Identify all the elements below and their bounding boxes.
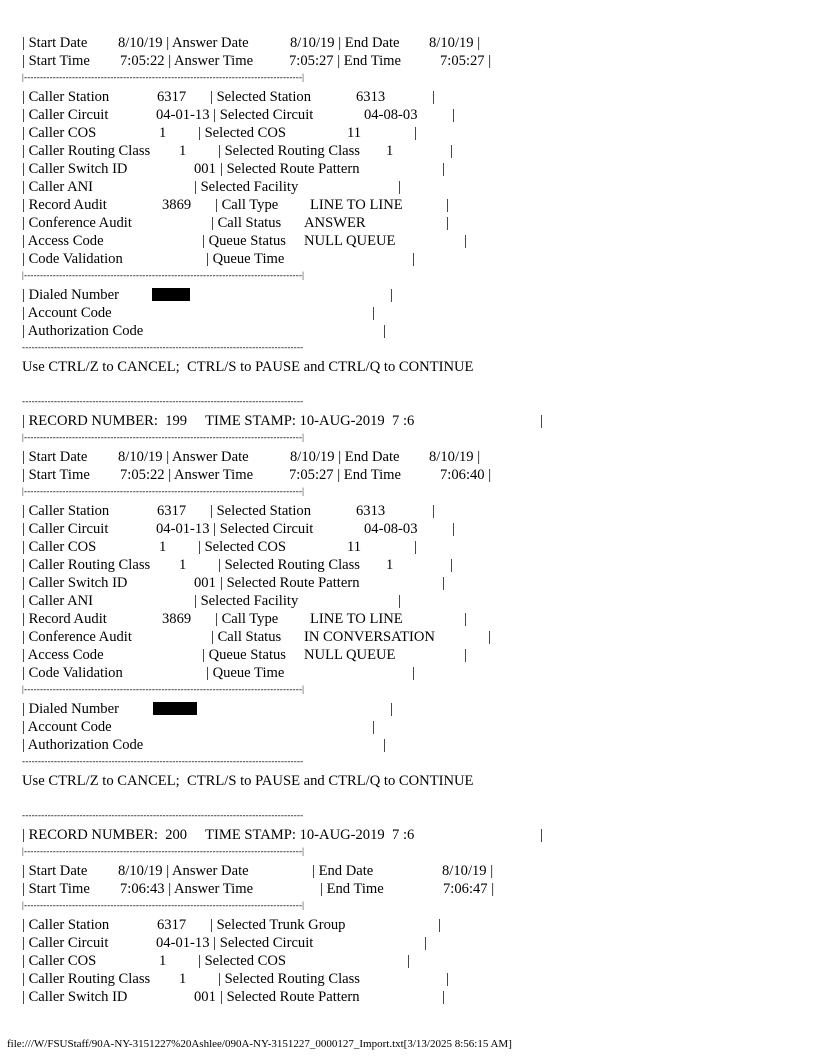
text-segment: ANSWER bbox=[304, 215, 366, 231]
text-segment: | Conference Audit bbox=[22, 629, 132, 645]
text-segment: | Caller Routing Class bbox=[22, 971, 151, 987]
text-segment: 3869 bbox=[162, 197, 192, 213]
text-segment: | bbox=[442, 989, 445, 1005]
text-segment: | bbox=[383, 323, 386, 339]
text-segment: | Queue Status bbox=[202, 647, 286, 663]
text-segment: LINE TO LINE bbox=[310, 611, 403, 627]
text-segment: | Call Type bbox=[215, 611, 279, 627]
text-segment: | Caller Routing Class bbox=[22, 143, 151, 159]
text-segment: 7:06:40 | bbox=[440, 467, 492, 483]
text-segment: | Caller ANI bbox=[22, 593, 94, 609]
text-segment: | Call Status bbox=[211, 215, 282, 231]
text-segment: | bbox=[432, 503, 435, 519]
text-segment: 04-08-03 bbox=[364, 107, 418, 123]
text-segment: | Authorization Code bbox=[22, 737, 144, 753]
text-segment: | Selected Routing Class bbox=[218, 143, 360, 159]
text-segment: | bbox=[442, 575, 445, 591]
text-line bbox=[22, 556, 802, 574]
text-line bbox=[22, 34, 802, 52]
text-segment: | bbox=[412, 665, 415, 681]
text-segment: 04-08-03 bbox=[364, 521, 418, 537]
text-line bbox=[22, 196, 802, 214]
text-segment: 7:06:43 | Answer Time bbox=[120, 881, 254, 897]
text-segment: | End Time bbox=[320, 881, 384, 897]
separator-line: |---------------------------------------------------------------------------------------| bbox=[22, 684, 305, 694]
text-segment: | bbox=[390, 287, 393, 303]
separator-line: |---------------------------------------------------------------------------------------| bbox=[22, 846, 305, 856]
text-segment: | bbox=[446, 215, 449, 231]
text-segment: | RECORD NUMBER: 200 TIME STAMP: 10-AUG-2019 7 :6 bbox=[22, 827, 415, 843]
text-segment: | bbox=[540, 827, 543, 843]
text-line bbox=[22, 124, 802, 142]
text-segment: | Selected Route Pattern bbox=[220, 989, 360, 1005]
text-line bbox=[22, 790, 802, 808]
text-segment: | Caller Station bbox=[22, 89, 110, 105]
text-line bbox=[22, 502, 802, 520]
text-segment: IN CONVERSATION bbox=[304, 629, 435, 645]
text-line bbox=[22, 700, 802, 718]
text-segment: | bbox=[372, 719, 375, 735]
text-line bbox=[22, 88, 802, 106]
text-line bbox=[22, 412, 802, 430]
text-segment: 001 bbox=[194, 575, 216, 591]
text-line bbox=[22, 934, 802, 952]
text-segment: 6317 bbox=[157, 503, 187, 519]
separator-line: ---------------------------------------------------------------------------------------- bbox=[22, 810, 304, 820]
text-line bbox=[22, 52, 802, 70]
text-segment: 001 bbox=[194, 989, 216, 1005]
separator-line: |---------------------------------------------------------------------------------------| bbox=[22, 486, 305, 496]
text-segment: | Selected COS bbox=[198, 539, 287, 555]
redaction-block bbox=[153, 702, 197, 715]
text-segment: | bbox=[488, 629, 491, 645]
text-segment: | Selected COS bbox=[198, 953, 287, 969]
text-segment: | Selected Routing Class bbox=[218, 557, 360, 573]
text-line bbox=[22, 250, 802, 268]
text-line bbox=[22, 232, 802, 250]
text-segment: | bbox=[446, 197, 449, 213]
text-segment: 8/10/19 | bbox=[429, 449, 481, 465]
text-segment: | bbox=[446, 971, 449, 987]
text-line bbox=[22, 988, 802, 1006]
text-segment: | Caller Switch ID bbox=[22, 989, 128, 1005]
text-line bbox=[22, 484, 802, 502]
text-line bbox=[22, 394, 802, 412]
text-segment: 8/10/19 | End Date bbox=[290, 449, 400, 465]
text-segment: 04-01-13 | Selected Circuit bbox=[156, 521, 314, 537]
text-segment: 1 bbox=[159, 539, 167, 555]
text-segment: 04-01-13 | Selected Circuit bbox=[156, 935, 314, 951]
text-line bbox=[22, 772, 802, 790]
text-segment: | Queue Status bbox=[202, 233, 286, 249]
text-segment: 7:05:22 | Answer Time bbox=[120, 53, 254, 69]
text-segment: 7:05:27 | End Time bbox=[289, 53, 401, 69]
text-line bbox=[22, 718, 802, 736]
text-segment: | Caller Station bbox=[22, 917, 110, 933]
text-segment: 7:05:27 | bbox=[440, 53, 492, 69]
text-segment: | bbox=[372, 305, 375, 321]
text-segment: | bbox=[450, 557, 453, 573]
text-line bbox=[22, 430, 802, 448]
separator-line: ---------------------------------------------------------------------------------------- bbox=[22, 342, 304, 352]
text-segment: | bbox=[438, 917, 441, 933]
text-segment: | bbox=[407, 953, 410, 969]
text-segment: | Access Code bbox=[22, 647, 104, 663]
text-segment: | Selected Facility bbox=[194, 593, 299, 609]
text-line bbox=[22, 466, 802, 484]
text-line bbox=[22, 952, 802, 970]
text-segment: | Caller COS bbox=[22, 953, 97, 969]
text-segment: | Selected Facility bbox=[194, 179, 299, 195]
text-segment: Use CTRL/Z to CANCEL; CTRL/S to PAUSE and CTRL/Q to CONTINUE bbox=[22, 773, 474, 789]
text-segment: 04-01-13 | Selected Circuit bbox=[156, 107, 314, 123]
text-segment: | Code Validation bbox=[22, 251, 123, 267]
text-segment: | bbox=[464, 647, 467, 663]
text-line bbox=[22, 448, 802, 466]
text-segment: 8/10/19 | Answer Date bbox=[118, 449, 249, 465]
text-segment: | bbox=[442, 161, 445, 177]
text-line bbox=[22, 592, 802, 610]
text-segment: | Start Date bbox=[22, 35, 88, 51]
text-segment: 6313 bbox=[356, 89, 386, 105]
text-segment: | bbox=[452, 107, 455, 123]
text-segment: 8/10/19 | End Date bbox=[290, 35, 400, 51]
text-line bbox=[22, 916, 802, 934]
text-line bbox=[22, 160, 802, 178]
text-segment: 8/10/19 | Answer Date bbox=[118, 863, 249, 879]
text-segment: | Start Time bbox=[22, 53, 90, 69]
text-line bbox=[22, 682, 802, 700]
text-segment: | Record Audit bbox=[22, 197, 107, 213]
text-segment: | bbox=[450, 143, 453, 159]
text-line bbox=[22, 286, 802, 304]
text-segment: | bbox=[464, 233, 467, 249]
text-segment: NULL QUEUE bbox=[304, 647, 396, 663]
text-segment: | Selected COS bbox=[198, 125, 287, 141]
text-segment: 1 bbox=[159, 125, 167, 141]
text-line bbox=[22, 880, 802, 898]
text-segment: | Record Audit bbox=[22, 611, 107, 627]
text-segment: | Selected Station bbox=[210, 503, 312, 519]
text-segment: | Queue Time bbox=[206, 251, 285, 267]
text-line bbox=[22, 754, 802, 772]
text-segment: 7:05:22 | Answer Time bbox=[120, 467, 254, 483]
text-segment: | bbox=[414, 125, 417, 141]
separator-line: |---------------------------------------------------------------------------------------| bbox=[22, 900, 305, 910]
separator-line: ---------------------------------------------------------------------------------------- bbox=[22, 756, 304, 766]
text-segment: | Code Validation bbox=[22, 665, 123, 681]
text-line bbox=[22, 70, 802, 88]
text-segment: | Selected Route Pattern bbox=[220, 575, 360, 591]
text-segment: 8/10/19 | Answer Date bbox=[118, 35, 249, 51]
text-segment: 1 bbox=[159, 953, 167, 969]
text-segment: 1 bbox=[179, 557, 187, 573]
text-segment: | bbox=[452, 521, 455, 537]
text-line bbox=[22, 826, 802, 844]
text-segment: | bbox=[432, 89, 435, 105]
text-line bbox=[22, 358, 802, 376]
text-segment: | Start Date bbox=[22, 449, 88, 465]
redaction-block bbox=[152, 288, 190, 301]
text-segment: 7:06:47 | bbox=[443, 881, 495, 897]
text-segment: LINE TO LINE bbox=[310, 197, 403, 213]
text-line bbox=[22, 970, 802, 988]
text-segment: | bbox=[398, 179, 401, 195]
text-segment: 6317 bbox=[157, 917, 187, 933]
text-segment: | Start Time bbox=[22, 881, 90, 897]
text-segment: 8/10/19 | bbox=[442, 863, 494, 879]
text-segment: 001 bbox=[194, 161, 216, 177]
text-segment: | Conference Audit bbox=[22, 215, 132, 231]
file-path-footer: file:///W/FSUStaff/90A-NY-3151227%20Ashlee/090A-NY-3151227_0000127_Import.txt[3/13/2025 8:56:15 AM] bbox=[7, 1038, 512, 1050]
text-line bbox=[22, 376, 802, 394]
text-segment: | bbox=[414, 539, 417, 555]
text-segment: 11 bbox=[347, 125, 362, 141]
separator-line: ---------------------------------------------------------------------------------------- bbox=[22, 396, 304, 406]
text-segment: | Caller Routing Class bbox=[22, 557, 151, 573]
text-line bbox=[22, 808, 802, 826]
text-segment: 7:05:27 | End Time bbox=[289, 467, 401, 483]
text-segment: 6317 bbox=[157, 89, 187, 105]
text-segment: | Caller COS bbox=[22, 539, 97, 555]
text-line bbox=[22, 538, 802, 556]
text-segment: | bbox=[412, 251, 415, 267]
text-segment: 6313 bbox=[356, 503, 386, 519]
text-segment: Use CTRL/Z to CANCEL; CTRL/S to PAUSE and CTRL/Q to CONTINUE bbox=[22, 359, 474, 375]
text-line bbox=[22, 862, 802, 880]
text-segment: | Caller Circuit bbox=[22, 935, 109, 951]
text-line bbox=[22, 268, 802, 286]
text-segment: | Account Code bbox=[22, 305, 112, 321]
text-segment: | Caller Station bbox=[22, 503, 110, 519]
text-segment: | Call Status bbox=[211, 629, 282, 645]
text-segment: | bbox=[540, 413, 543, 429]
text-segment: 11 bbox=[347, 539, 362, 555]
text-segment: | Caller ANI bbox=[22, 179, 94, 195]
text-segment: | bbox=[398, 593, 401, 609]
text-segment: | End Date bbox=[312, 863, 374, 879]
text-line bbox=[22, 106, 802, 124]
text-segment: | Dialed Number bbox=[22, 287, 119, 303]
text-line bbox=[22, 322, 802, 340]
text-segment: | Caller Circuit bbox=[22, 107, 109, 123]
text-line bbox=[22, 610, 802, 628]
text-segment: | Call Type bbox=[215, 197, 279, 213]
text-segment: | bbox=[464, 611, 467, 627]
text-segment: | bbox=[424, 935, 427, 951]
text-segment: | Queue Time bbox=[206, 665, 285, 681]
text-segment: 8/10/19 | bbox=[429, 35, 481, 51]
text-segment: | Selected Route Pattern bbox=[220, 161, 360, 177]
text-segment: | Caller COS bbox=[22, 125, 97, 141]
text-segment: NULL QUEUE bbox=[304, 233, 396, 249]
text-segment: | Selected Routing Class bbox=[218, 971, 360, 987]
text-line bbox=[22, 178, 802, 196]
text-segment: 1 bbox=[179, 971, 187, 987]
text-line bbox=[22, 628, 802, 646]
call-detail-records-text bbox=[22, 34, 802, 1006]
text-segment: | Selected Station bbox=[210, 89, 312, 105]
text-segment: | Authorization Code bbox=[22, 323, 144, 339]
text-segment: | Caller Circuit bbox=[22, 521, 109, 537]
text-segment: 3869 bbox=[162, 611, 192, 627]
separator-line: |---------------------------------------------------------------------------------------| bbox=[22, 432, 305, 442]
text-line bbox=[22, 142, 802, 160]
text-segment: | Caller Switch ID bbox=[22, 161, 128, 177]
text-line bbox=[22, 520, 802, 538]
text-segment: | Access Code bbox=[22, 233, 104, 249]
text-line bbox=[22, 844, 802, 862]
text-line bbox=[22, 664, 802, 682]
text-segment: 1 bbox=[179, 143, 187, 159]
text-line bbox=[22, 646, 802, 664]
text-line bbox=[22, 898, 802, 916]
text-segment: | bbox=[390, 701, 393, 717]
text-segment: | Start Date bbox=[22, 863, 88, 879]
text-line bbox=[22, 574, 802, 592]
text-line bbox=[22, 736, 802, 754]
text-segment: | Account Code bbox=[22, 719, 112, 735]
text-segment: | RECORD NUMBER: 199 TIME STAMP: 10-AUG-2019 7 :6 bbox=[22, 413, 415, 429]
text-segment: | Dialed Number bbox=[22, 701, 119, 717]
separator-line: |---------------------------------------------------------------------------------------| bbox=[22, 270, 305, 280]
text-line bbox=[22, 304, 802, 322]
text-segment: 1 bbox=[386, 557, 394, 573]
text-segment: | Caller Switch ID bbox=[22, 575, 128, 591]
text-line bbox=[22, 214, 802, 232]
text-segment: | Selected Trunk Group bbox=[210, 917, 346, 933]
separator-line: |---------------------------------------------------------------------------------------| bbox=[22, 72, 305, 82]
text-segment: | Start Time bbox=[22, 467, 90, 483]
text-line bbox=[22, 340, 802, 358]
text-segment: | bbox=[383, 737, 386, 753]
text-segment: 1 bbox=[386, 143, 394, 159]
